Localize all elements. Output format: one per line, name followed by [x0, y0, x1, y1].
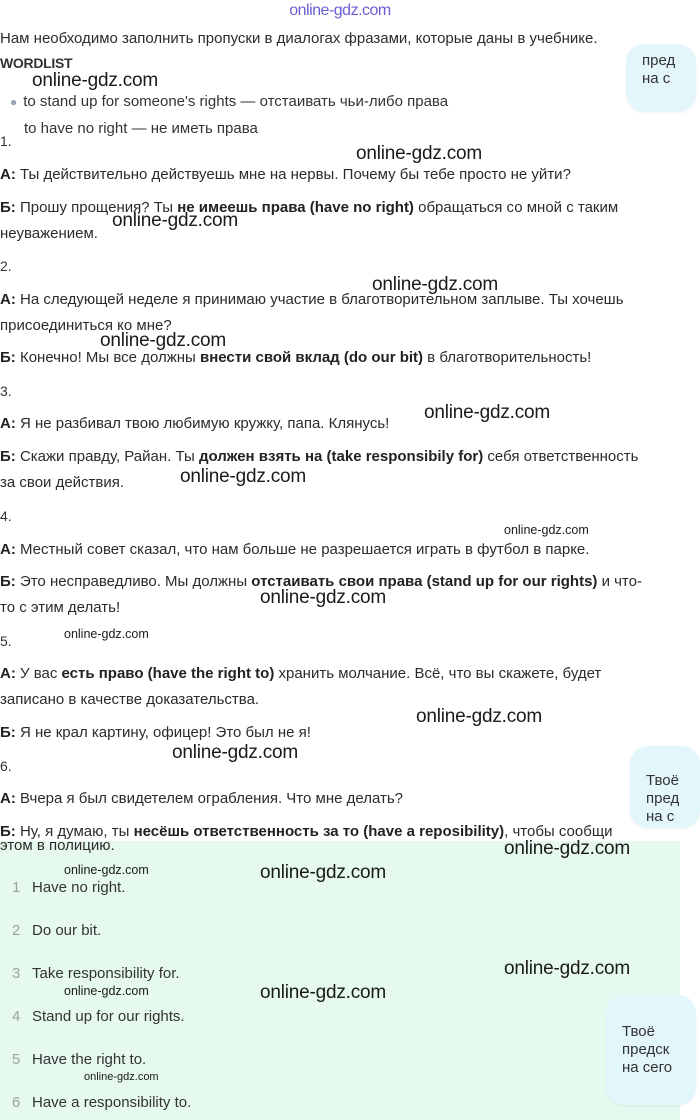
watermark: online-gdz.com: [112, 210, 239, 231]
dialog-line-a: А: На следующей неделе я принимаю участие в благотворительном заплыве. Ты хочешь присоединиться ко мне?: [0, 291, 624, 334]
wordlist-item: [10, 93, 448, 110]
advert-bubble[interactable]: [630, 746, 700, 828]
watermark: online-gdz.com: [504, 523, 589, 537]
bubble-line: предск: [622, 1041, 670, 1058]
wordlist-item-text: to stand up for someone's rights — отстаивать чьи-либо права: [23, 93, 449, 110]
bubble-line: пред: [642, 52, 676, 69]
watermark: online-gdz.com: [356, 143, 483, 164]
watermark: online-gdz.com: [416, 706, 543, 727]
bubble-line: Твоё: [622, 1023, 655, 1040]
answer-item: 5 Have the right to.: [12, 1051, 147, 1068]
dialog-line-b: Б: Ну, я думаю, ты несёшь ответственность за то (have a reposibility), чтобы сообщи: [0, 823, 613, 840]
dialog-line-a: А: Вчера я был свидетелем ограбления. Что мне делать?: [0, 790, 403, 807]
dialog-number: 6.: [0, 758, 12, 774]
dialog-line-a: А: У вас есть право (have the right to) хранить молчание. Всё, что вы скажете, будет записано в качестве доказательства.: [0, 665, 602, 708]
watermark: online-gdz.com: [172, 742, 299, 763]
watermark: online-gdz.com: [64, 627, 149, 641]
watermark: online-gdz.com: [64, 863, 149, 877]
wordlist-item-clipped: to have no right — не иметь права: [24, 120, 258, 137]
dialog-number: 5.: [0, 633, 12, 649]
watermark: online-gdz.com: [260, 587, 387, 608]
watermark: online-gdz.com: [100, 330, 227, 351]
dialog-number: 2.: [0, 258, 12, 274]
wordlist-title: WORDLIST: [0, 55, 73, 71]
dialog-line-b: Б: Это несправедливо. Мы должны отстаивать свои права (stand up for our rights) и что- то с этим делать!: [0, 573, 642, 616]
watermark: online-gdz.com: [32, 70, 159, 91]
answer-item: 2 Do our bit.: [12, 922, 102, 939]
bubble-line: на с: [642, 70, 671, 87]
dialog-line-a: А: Ты действительно действуешь мне на нервы. Почему бы тебе просто не уйти?: [0, 166, 571, 183]
watermark: online-gdz.com: [84, 1071, 159, 1083]
watermark: online-gdz.com: [504, 838, 631, 859]
dialog-line-b: Б: Конечно! Мы все должны внести свой вклад (do our bit) в благотворительность!: [0, 349, 592, 366]
watermark: online-gdz.com: [424, 402, 551, 423]
watermark: online-gdz.com: [180, 466, 307, 487]
bubble-line: на сего: [622, 1059, 673, 1076]
watermark: online-gdz.com: [372, 274, 499, 295]
watermark: online-gdz.com: [260, 982, 387, 1003]
dialog-line-b: Б: Скажи правду, Райан. Ты должен взять на (take responsibily for) себя ответственность за свои действия.: [0, 448, 639, 491]
dialog-line-a: А: Местный совет сказал, что нам больше не разрешается играть в футбол в парке.: [0, 541, 590, 558]
answer-item: 6 Have a responsibility to.: [12, 1094, 192, 1111]
advert-bubble[interactable]: [626, 44, 696, 112]
answer-item: 4 Stand up for our rights.: [12, 1008, 185, 1025]
dialog-number: 1.: [0, 133, 12, 149]
dialog-line-a: А: Я не разбивал твою любимую кружку, папа. Клянусь!: [0, 415, 390, 432]
top-watermark: online-gdz.com: [289, 2, 391, 19]
dialog-number: 3.: [0, 383, 12, 399]
watermark: online-gdz.com: [260, 862, 387, 883]
answer-item: 1 Have no right.: [12, 879, 126, 896]
answer-item: 3 Take responsibility for.: [12, 965, 180, 982]
dialog-line-b: Б: Я не крал картину, офицер! Это был не я!: [0, 724, 311, 741]
bubble-line: на с: [646, 808, 675, 825]
advert-bubble[interactable]: [606, 995, 696, 1105]
bullet-icon: ●: [10, 95, 18, 109]
intro-text: Нам необходимо заполнить пропуски в диалогах фразами, которые даны в учебнике.: [0, 30, 598, 47]
watermark: online-gdz.com: [64, 984, 149, 998]
dialog-line-b-continuation: этом в полицию.: [0, 837, 115, 854]
bubble-line: Твоё: [646, 772, 679, 789]
bubble-line: пред: [646, 790, 680, 807]
dialog-number: 4.: [0, 508, 12, 524]
watermark: online-gdz.com: [504, 958, 631, 979]
dialog-line-b: Б: Прошу прощения? Ты не имеешь права (have no right) обращаться со мной с таким неуважением.: [0, 199, 619, 242]
